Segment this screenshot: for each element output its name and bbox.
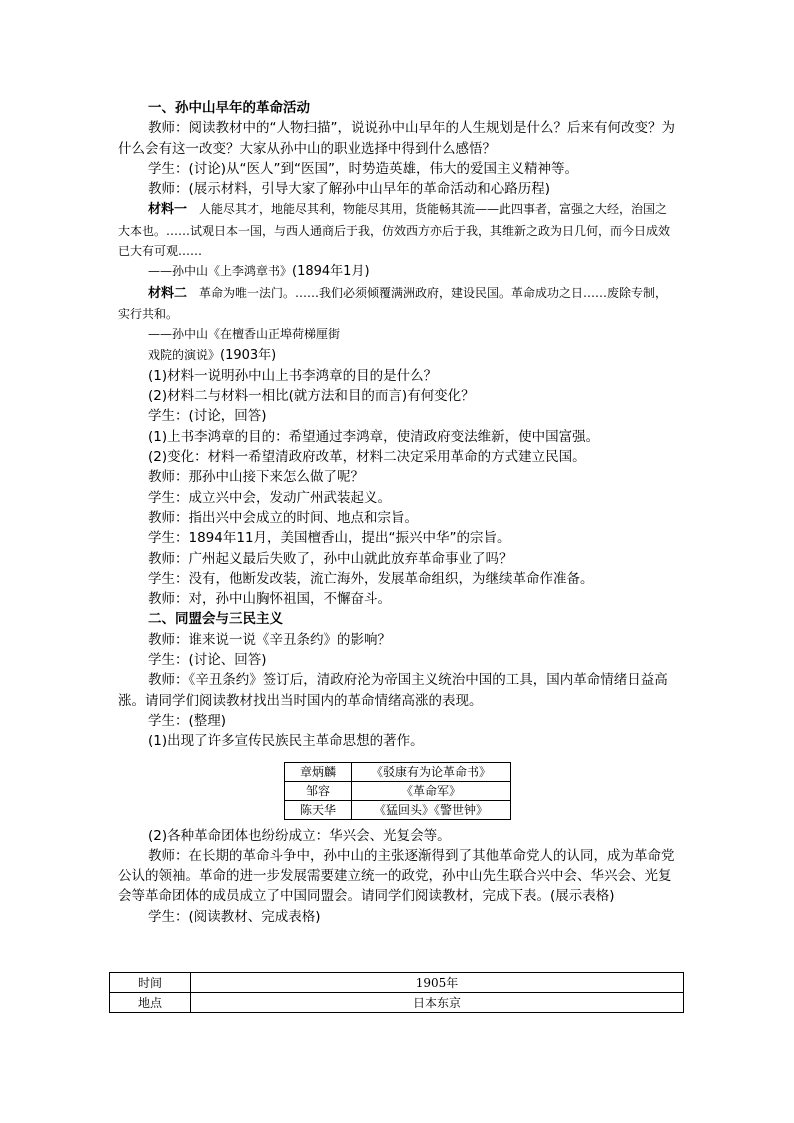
- material-two-source-text: 戏院的演说》: [148, 347, 221, 362]
- material-one: [118, 199, 678, 261]
- answer-1: (1)上书李鸿章的目的：希望通过李鸿章，使清政府变法维新，使中国富强。: [148, 428, 600, 445]
- student-paragraph: 学生：(讨论)从“医人”到“医国”，时势造英雄，伟大的爱国主义精神等。: [148, 160, 579, 177]
- author-cell: 章炳麟: [285, 762, 352, 781]
- student-paragraph: 学生：(讨论，回答): [148, 408, 267, 425]
- table-row: [285, 762, 511, 781]
- material-one-tag: 材料一: [148, 202, 188, 218]
- material-two-text: 革命为唯一法门。……我们必须倾覆满洲政府，建设民国。革命成功之日……废除专制，实行共和。: [118, 285, 668, 321]
- student-paragraph: 学生：1894年11月，美国檀香山，提出“振兴中华”的宗旨。: [148, 530, 511, 547]
- table-row: [110, 993, 684, 1013]
- student-paragraph: 学生：没有，他断发改装，流亡海外，发展革命组织，为继续革命作准备。: [148, 570, 594, 587]
- work-cell: 《革命军》: [352, 781, 511, 800]
- teacher-paragraph: 教师：指出兴中会成立的时间、地点和宗旨。: [148, 509, 418, 526]
- question-1: (1)材料一说明孙中山上书李鸿章的目的是什么？: [148, 367, 438, 384]
- teacher-paragraph: 教师：《辛丑条约》签订后，清政府沦为帝国主义统治中国的工具，国内革命情绪日益高涨。请同学们阅读教材找出当时国内的革命情绪高涨的表现。: [118, 672, 668, 709]
- teacher-paragraph: 教师：阅读教材中的“人物扫描”，说说孙中山早年的人生规划是什么？后来有何改变？为什么会有这一改变？大家从孙中山的职业选择中得到什么感悟？: [118, 120, 675, 157]
- work-cell: 《猛回头》《警世钟》: [352, 800, 511, 819]
- list-item: (1)出现了许多宣传民族民主革命思想的著作。: [148, 733, 424, 750]
- table-row: [285, 781, 511, 800]
- author-cell: 陈天华: [285, 800, 352, 819]
- student-paragraph: 学生：成立兴中会，发动广州武装起义。: [148, 489, 391, 506]
- lesson-content: [118, 98, 678, 927]
- material-two: [118, 283, 678, 325]
- section-heading-2: 二、同盟会与三民主义: [148, 611, 283, 628]
- section-heading-1: 一、孙中山早年的革命活动: [148, 100, 310, 116]
- material-one-source: [118, 261, 678, 282]
- teacher-paragraph: 教师：对，孙中山胸怀祖国，不懈奋斗。: [148, 591, 391, 608]
- teacher-paragraph: 教师：(展示材料，引导大家了解孙中山早年的革命活动和心路历程): [148, 181, 551, 198]
- student-paragraph: 学生：(整理): [148, 712, 227, 729]
- material-one-source-text: ——孙中山《上李鸿章书》: [148, 264, 293, 279]
- material-two-year: (1903年): [220, 347, 277, 363]
- row-key-cell: 时间: [110, 973, 191, 993]
- student-paragraph: 学生：(讨论、回答): [148, 652, 267, 669]
- table-row: [110, 973, 684, 993]
- teacher-paragraph: 教师：谁来说一说《辛丑条约》的影响？: [148, 631, 391, 648]
- teacher-paragraph: 教师：那孙中山接下来怎么做了呢？: [148, 469, 364, 486]
- material-two-source-cont: [118, 345, 678, 366]
- works-table: [284, 762, 511, 820]
- tongmenghui-table: [109, 972, 684, 1013]
- material-two-source: ——孙中山《在檀香山正埠荷梯厘街: [148, 327, 341, 342]
- author-cell: 邹容: [285, 781, 352, 800]
- material-two-tag: 材料二: [148, 285, 188, 301]
- work-cell: 《驳康有为论革命书》: [352, 762, 511, 781]
- teacher-paragraph: 教师：在长期的革命斗争中，孙中山的主张逐渐得到了其他革命党人的认同，成为革命党公认的领袖。革命的进一步发展需要建立统一的政党，孙中山先生联合兴中会、华兴会、光复会等革命团体的成员成立了中国同盟会。请同学们阅读教材，完成下表。(展示表格): [118, 847, 675, 905]
- row-key-cell: 地点: [110, 993, 191, 1013]
- material-one-year: (1894年1月): [292, 264, 370, 280]
- material-one-text: 人能尽其才，地能尽其利，物能尽其用，货能畅其流——此四事者，富强之大经，治国之大本也。……试观日本一国，与西人通商后于我，仿效西方亦后于我，其维新之政为日几何，而今日成效已大有可观……: [118, 202, 671, 259]
- question-2: (2)材料二与材料一相比(就方法和目的而言)有何变化？: [148, 388, 475, 405]
- table-row: [285, 800, 511, 819]
- teacher-paragraph: 教师：广州起义最后失败了，孙中山就此放弃革命事业了吗？: [148, 550, 513, 567]
- row-value-cell: 日本东京: [191, 993, 684, 1013]
- list-item: (2)各种革命团体也纷纷成立：华兴会、光复会等。: [148, 827, 451, 844]
- answer-2: (2)变化：材料一希望清政府改革，材料二决定采用革命的方式建立民国。: [148, 449, 586, 466]
- row-value-cell: 1905年: [191, 973, 684, 993]
- student-paragraph: 学生：(阅读教材、完成表格): [148, 908, 321, 925]
